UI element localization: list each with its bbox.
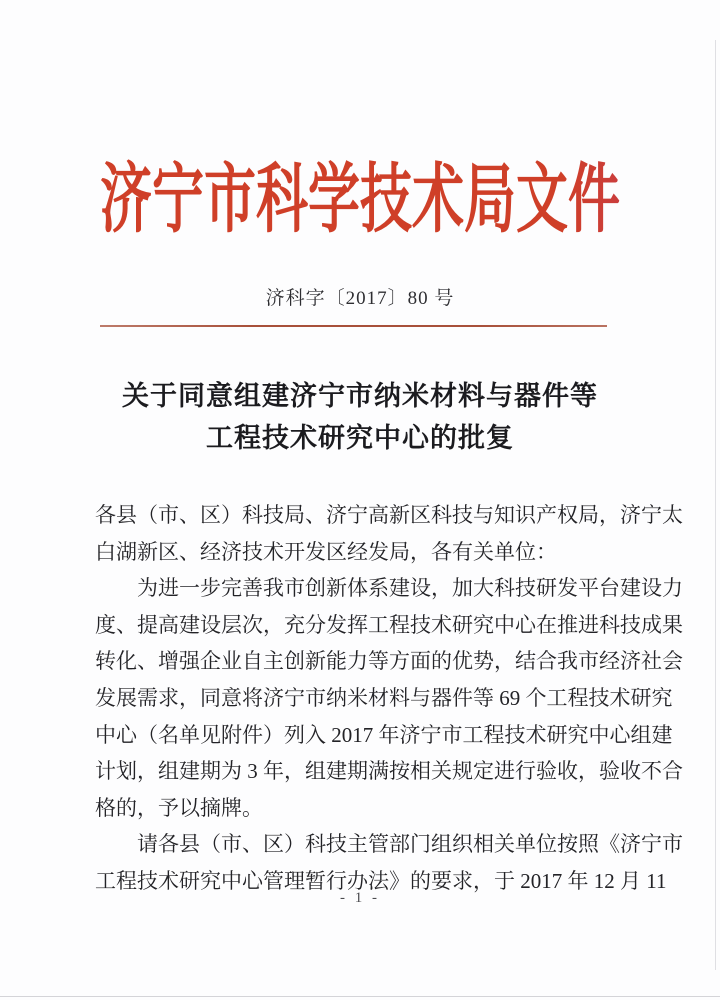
document-body bbox=[95, 497, 683, 900]
document-title-line2: 工程技术研究中心的批复 bbox=[206, 423, 514, 453]
body-line: 计划，组建期为 3 年，组建期满按相关规定进行验收，验收不合 bbox=[95, 759, 683, 784]
body-line: 请各县（市、区）科技主管部门组织相关单位按照《济宁市 bbox=[137, 832, 683, 857]
letterhead-divider-rule bbox=[100, 325, 607, 327]
document-title bbox=[0, 375, 720, 459]
body-line: 发展需求，同意将济宁市纳米材料与器件等 69 个工程技术研究 bbox=[95, 685, 673, 710]
body-line: 转化、增强企业自主创新能力等方面的优势，结合我市经济社会 bbox=[95, 649, 683, 674]
body-line: 各县（市、区）科技局、济宁高新区科技与知识产权局，济宁太 bbox=[95, 503, 683, 527]
scan-edge-artifact-bottom bbox=[0, 996, 720, 997]
body-line: 工程技术研究中心管理暂行办法》的要求，于 2017 年 12 月 11 bbox=[95, 868, 667, 893]
body-line: 白湖新区、经济技术开发区经发局，各有关单位： bbox=[95, 539, 557, 564]
document-reference-number: 济科字〔2017〕80 号 bbox=[265, 288, 455, 309]
body-line: 为进一步完善我市创新体系建设，加大科技研发平台建设力 bbox=[137, 576, 683, 601]
body-line: 中心（名单见附件）列入 2017 年济宁市工程技术研究中心组建 bbox=[95, 722, 673, 747]
agency-letterhead-title: 济宁市科学技术局文件 bbox=[0, 138, 720, 247]
page-number: - 1 - bbox=[340, 890, 380, 906]
body-line: 度、提高建设层次，充分发挥工程技术研究中心在推进科技成果 bbox=[95, 612, 683, 637]
document-title-line1: 关于同意组建济宁市纳米材料与器件等 bbox=[122, 381, 598, 411]
body-line: 格的，予以摘牌。 bbox=[95, 795, 263, 820]
